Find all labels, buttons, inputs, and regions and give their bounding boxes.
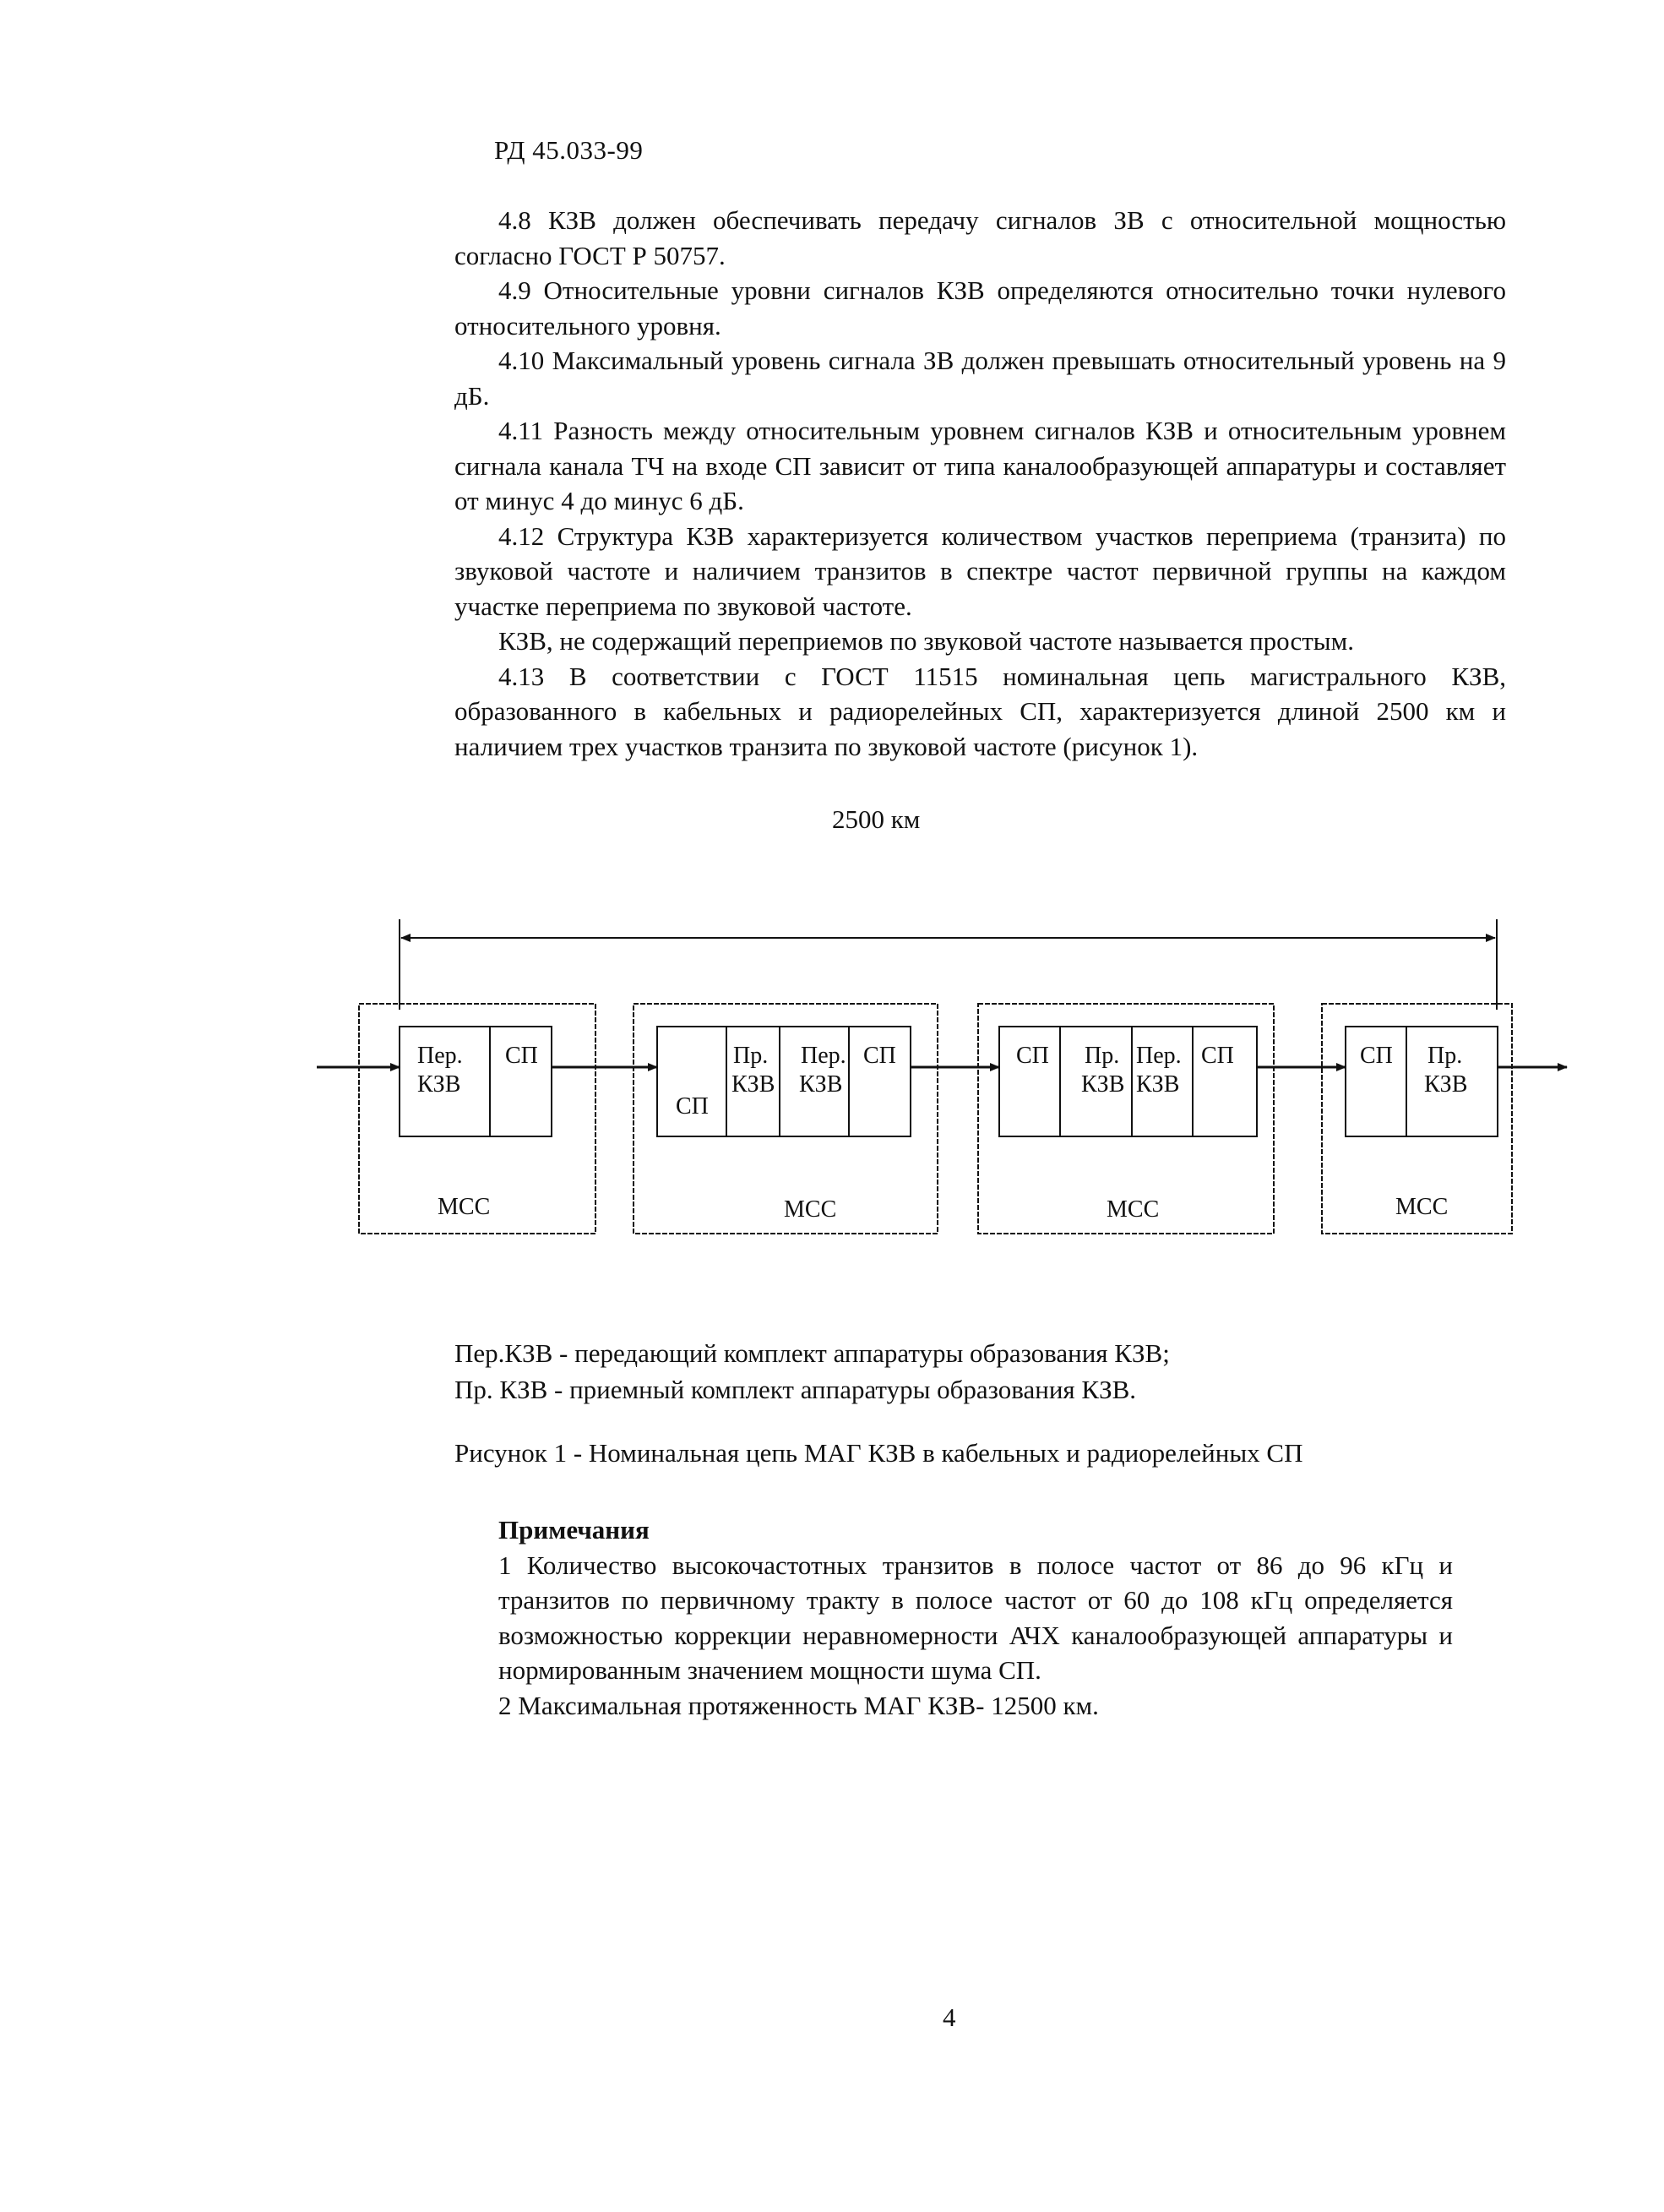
note-2: 2 Максимальная протяженность МАГ КЗВ- 12500 км.: [498, 1690, 1099, 1720]
note-1: 1 Количество высокочастотных транзитов в полосе частот от 86 до 96 кГц и транзитов по первичному тракту в полосе частот от 60 до 108 кГц определяется возможностью коррекции неравномерности АЧХ каналообразующей аппаратуры и нормированным значением мощности шума СП.: [498, 1550, 1453, 1685]
station-2-per-label: Пер.: [801, 1043, 846, 1069]
station-3-mss-label: МСС: [1107, 1196, 1160, 1223]
paragraph-simple-kzv: КЗВ, не содержащий переприемов по звуковой частоте называется простым.: [498, 626, 1354, 656]
figure-legend: [454, 1335, 1170, 1408]
paragraph-4-10: 4.10 Максимальный уровень сигнала ЗВ должен превышать относительный уровень на 9 дБ.: [454, 346, 1506, 411]
distance-label: 2500 км: [832, 804, 921, 834]
paragraph-4-11: 4.11 Разность между относительным уровнем сигналов КЗВ и относительным уровнем сигнала канала ТЧ на входе СП зависит от типа каналообразующей аппаратуры и составляет от минус 4 до минус 6 дБ.: [454, 416, 1506, 515]
station-3-pr-label: Пр.: [1085, 1043, 1120, 1069]
station-2-sp-out-label: СП: [863, 1043, 896, 1069]
paragraph-4-12: 4.12 Структура КЗВ характеризуется количеством участков переприема (транзита) по звуковой частоте и наличием транзитов в спектре частот первичной группы на каждом участке переприема по звуковой частоте.: [454, 520, 1506, 621]
station-2-sp-in-label: СП: [676, 1093, 709, 1120]
station-2-mss-label: МСС: [784, 1196, 837, 1223]
station-1-mss-label: МСС: [438, 1194, 491, 1220]
chain-diagram: [0, 913, 1664, 1250]
station-3-sp-in-label: СП: [1016, 1043, 1049, 1069]
station-3-pr-kzv-label: КЗВ: [1081, 1071, 1125, 1098]
station-2-pr-label: Пр.: [733, 1043, 769, 1069]
figure-caption: Рисунок 1 - Номинальная цепь МАГ КЗВ в кабельных и радиорелейных СП: [454, 1438, 1303, 1468]
body-text: [454, 203, 1506, 764]
station-2-per-kzv-label: КЗВ: [799, 1071, 843, 1098]
notes-section: [498, 1512, 1453, 1723]
station-1-kzv-label: КЗВ: [417, 1071, 461, 1098]
legend-pr-kzv: Пр. КЗВ - приемный комплект аппаратуры образования КЗВ.: [454, 1375, 1137, 1404]
station-2: [634, 1004, 938, 1234]
paragraph-4-13: 4.13 В соответствии с ГОСТ 11515 номинальная цепь магистрального КЗВ, образованного в кабельных и радиорелейных СП, характеризуется длиной 2500 км и наличием трех участков транзита по звуковой частоте (рисунок 1).: [454, 661, 1506, 761]
station-1-sp-label: СП: [505, 1043, 538, 1069]
notes-title: Примечания: [498, 1515, 650, 1545]
station-3-per-label: Пер.: [1136, 1043, 1182, 1069]
page-number: 4: [943, 2002, 956, 2032]
station-4-sp-label: СП: [1360, 1043, 1393, 1069]
station-3: [978, 1004, 1274, 1234]
station-4: [1322, 1004, 1512, 1234]
legend-per-kzv: Пер.КЗВ - передающий комплект аппаратуры образования КЗВ;: [454, 1338, 1170, 1368]
station-4-pr-label: Пр.: [1427, 1043, 1463, 1069]
station-1-per-label: Пер.: [417, 1043, 463, 1069]
paragraph-4-8: 4.8 КЗВ должен обеспечивать передачу сигналов ЗВ с относительной мощностью согласно ГОСТ Р 50757.: [454, 205, 1506, 270]
document-header: РД 45.033-99: [494, 135, 644, 165]
station-4-mss-label: МСС: [1395, 1194, 1449, 1220]
station-2-pr-kzv-label: КЗВ: [731, 1071, 775, 1098]
station-1: [359, 1004, 595, 1234]
paragraph-4-9: 4.9 Относительные уровни сигналов КЗВ определяются относительно точки нулевого относительного уровня.: [454, 275, 1506, 341]
station-4-kzv-label: КЗВ: [1424, 1071, 1468, 1098]
station-3-sp-out-label: СП: [1201, 1043, 1234, 1069]
station-3-per-kzv-label: КЗВ: [1136, 1071, 1180, 1098]
